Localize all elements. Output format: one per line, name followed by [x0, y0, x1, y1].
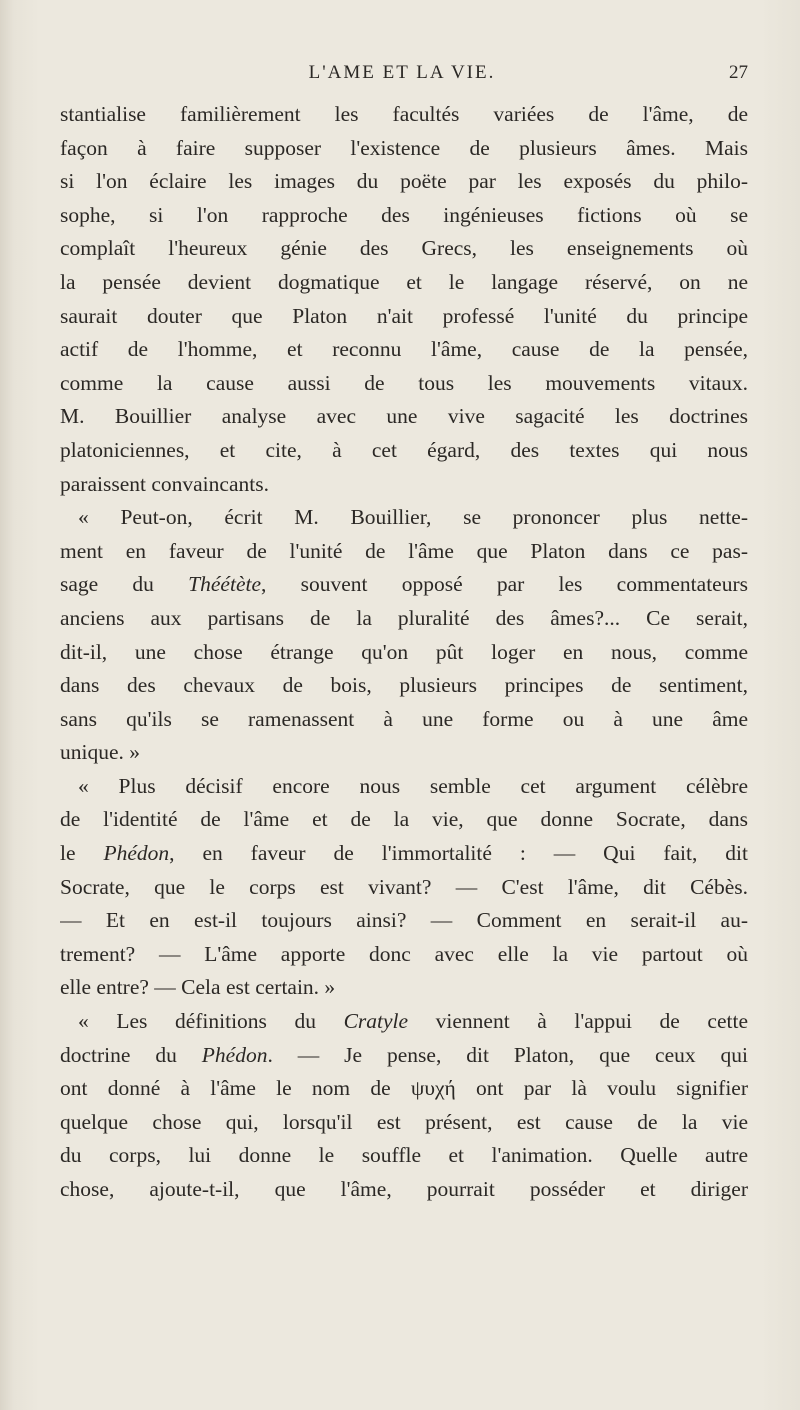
work-title-phedon: Phédon [201, 1042, 268, 1067]
text-segment: viennent à l'appui de cette [435, 1009, 748, 1034]
text-line: de l'identité de l'âme et de la vie, que donne Socrate, dans [60, 807, 748, 832]
paragraph-start-line: « Plus décisif encore nous semble cet argument célèbre [78, 773, 748, 798]
text-segment: , en faveur de l'immortalité : — Qui fait, dit [169, 841, 748, 866]
paragraph-start-line [60, 1005, 748, 1039]
paragraph-start-line: « Peut-on, écrit M. Bouillier, se prononcer plus nette- [78, 505, 748, 530]
text-line: sans qu'ils se ramenassent à une forme ou à une âme [60, 706, 748, 731]
text-line: sophe, si l'on rapproche des ingénieuses fictions où se [60, 202, 748, 227]
text-line: elle entre? — Cela est certain. » [60, 975, 336, 1000]
text-line: paraissent convaincants. [60, 471, 269, 496]
text-line: saurait douter que Platon n'ait professé l'unité du principe [60, 303, 748, 328]
text-line: actif de l'homme, et reconnu l'âme, cause de la pensée, [60, 337, 748, 362]
text-line: du corps, lui donne le souffle et l'animation. Quelle autre [60, 1143, 748, 1168]
text-segment: . — Je pense, dit Platon, que ceux qui [267, 1042, 748, 1067]
text-line: — Et en est-il toujours ainsi? — Comment en serait-il au- [60, 908, 748, 933]
text-line: chose, ajoute-t-il, que l'âme, pourrait posséder et diriger [60, 1177, 748, 1201]
text-line: comme la cause aussi de tous les mouvements vitaux. [60, 370, 748, 395]
text-line [60, 1039, 748, 1073]
text-line [60, 837, 748, 871]
text-line: façon à faire supposer l'existence de plusieurs âmes. Mais [60, 135, 748, 160]
work-title-phedon: Phédon [103, 841, 170, 866]
page-header [0, 62, 800, 90]
text-line: Socrate, que le corps est vivant? — C'est l'âme, dit Cébès. [60, 874, 748, 899]
body-text [60, 98, 748, 1207]
text-line: stantialise familièrement les facultés variées de l'âme, de [60, 102, 748, 126]
text-segment: le [60, 841, 76, 866]
text-segment: « Les définitions du [78, 1009, 316, 1034]
text-line: ment en faveur de l'unité de l'âme que Platon dans ce pas- [60, 538, 748, 563]
text-segment: doctrine du [60, 1042, 177, 1067]
text-segment: , souvent opposé par les commentateurs [261, 572, 748, 597]
text-line: si l'on éclaire les images du poëte par les exposés du philo- [60, 169, 748, 194]
text-line: unique. » [60, 740, 141, 765]
page-number: 27 [729, 62, 748, 83]
text-line: platoniciennes, et cite, à cet égard, des textes qui nous [60, 437, 748, 462]
work-title-theetete: Théétète [188, 572, 261, 597]
text-line: ont donné à l'âme le nom de ψυχή ont par là voulu signifier [60, 1076, 748, 1101]
text-line: anciens aux partisans de la pluralité des âmes?... Ce serait, [60, 605, 748, 630]
text-line: dans des chevaux de bois, plusieurs principes de sentiment, [60, 673, 748, 698]
text-line: quelque chose qui, lorsqu'il est présent, est cause de la vie [60, 1109, 748, 1134]
text-segment: sage du [60, 572, 154, 597]
text-line [60, 568, 748, 602]
text-line: M. Bouillier analyse avec une vive sagacité les doctrines [60, 404, 748, 429]
work-title-cratyle: Cratyle [343, 1009, 409, 1034]
text-line: complaît l'heureux génie des Grecs, les enseignements où [60, 236, 748, 261]
text-line: la pensée devient dogmatique et le langage réservé, on ne [60, 269, 748, 294]
running-title: L'AME ET LA VIE. [308, 62, 496, 83]
text-line: dit-il, une chose étrange qu'on pût loger en nous, comme [60, 639, 748, 664]
text-line: trement? — L'âme apporte donc avec elle la vie partout où [60, 941, 748, 966]
